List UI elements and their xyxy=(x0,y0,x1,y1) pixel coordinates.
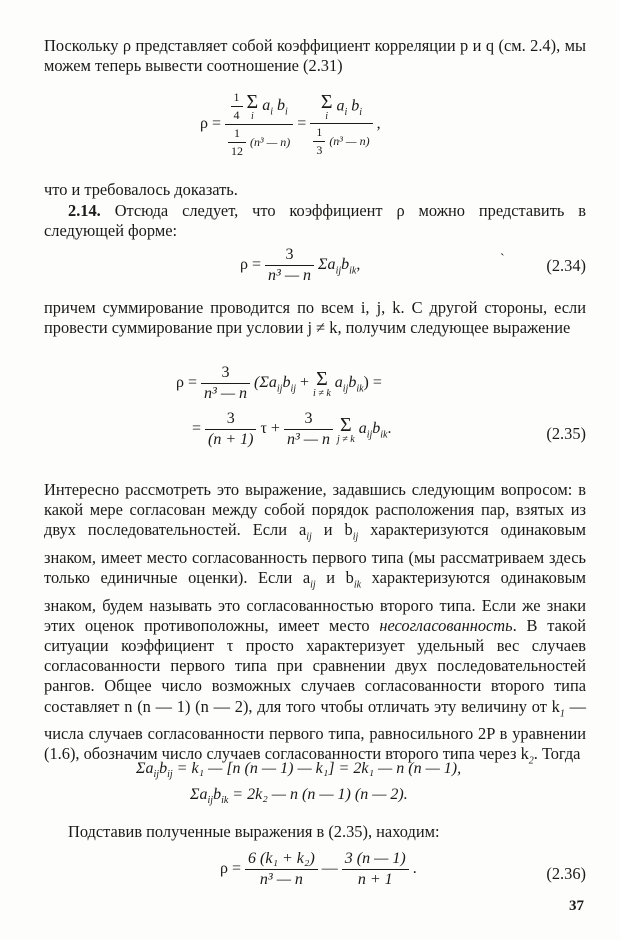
eqk2-b: b xyxy=(213,786,222,803)
eq235-sub-ij-2: ij xyxy=(290,383,297,395)
equation-2-35-line-1: ρ = $\frac{3}{\text{n³ — n}}$ ($\Sigma a_{ij}b_{ij}$ + Σ i ≠ k $a_{ij}b_{ik}$) = xyxy=(176,364,382,402)
eq236-fraction-1 xyxy=(245,850,318,889)
p5-part-5: характеризуются одинаковым знаком, будем называть это согласованностью второго типа. Если же знаки этих оценок противоположны, имеет место xyxy=(44,568,586,635)
eq231-sum-index: i xyxy=(250,110,254,122)
eq234-sub-ij: ij xyxy=(335,265,342,277)
p5-sub-ij: ij xyxy=(306,531,312,543)
eq235-fraction-3 xyxy=(284,410,333,449)
eq236-period: . xyxy=(412,860,417,878)
paragraph-4 xyxy=(44,298,586,338)
eq231-den-expr: (n³ — n) xyxy=(250,135,291,150)
paragraph-1 xyxy=(44,36,586,76)
eq235-sub-ij: ij xyxy=(276,383,283,395)
eq235-b: b xyxy=(282,374,291,392)
eq235-fraction-2 xyxy=(205,410,256,449)
eq231-lhs: ρ = xyxy=(200,115,222,133)
eq235-sub-ij-4: ij xyxy=(366,429,373,441)
eq234-lhs: ρ = xyxy=(240,256,262,274)
eq234-sub-ik: ik xyxy=(349,265,357,277)
eq235-den-2: (n + 1) xyxy=(208,431,254,448)
eqk2-sum: Σa xyxy=(190,786,208,803)
page-number: 37 xyxy=(569,898,584,914)
eq235-sub-ij-3: ij xyxy=(342,383,349,395)
eq235-equals-2: = xyxy=(192,420,202,438)
eqk2-rhs: = 2k₂ — n (n — 1) (n — 2). xyxy=(232,786,408,803)
eq231-twelfth-num: 1 xyxy=(228,126,246,143)
p5-part-2: и b xyxy=(311,520,353,540)
eq235-b2: b xyxy=(348,374,357,392)
eq234-comma: , xyxy=(356,256,361,274)
p5-k1: 1 xyxy=(559,707,565,719)
eq234-fraction xyxy=(265,246,314,285)
eq235-sub-ik: ik xyxy=(356,383,364,395)
eq235-sum-cond: i ≠ k xyxy=(313,387,331,399)
paragraph-2-text: что и требовалось доказать. xyxy=(44,180,238,199)
p5-part-7: — числа случаев согласованности первого типа, равносильного 2P в уравнении (1.6), обозначим число случаев согласованности второго типа через k xyxy=(44,696,586,764)
eq236-label: (2.36) xyxy=(546,864,586,883)
eq236-fraction-2 xyxy=(342,850,409,889)
paragraph-3 xyxy=(44,201,586,241)
eq235-sum-cond-2: j ≠ k xyxy=(336,433,355,445)
eq231-term-a: a xyxy=(262,97,271,115)
eq234-num: 3 xyxy=(265,246,314,266)
eqk1-bsub: ij xyxy=(167,769,173,781)
p5-part-8: . Тогда xyxy=(533,744,581,764)
equation-2-34 xyxy=(240,246,360,285)
equation-2-35-line-2: = $\frac{3}{(n + 1)}$ τ + $\frac{3}{\text{n³ — n}}$ Σ j ≠ k $a_{ij}b_{ik}$. xyxy=(192,410,392,448)
eq231-term-b: b xyxy=(276,97,285,115)
eq231-right-den-expr: (n³ — n) xyxy=(329,133,370,148)
eq234-label: (2.34) xyxy=(546,256,586,275)
stray-mark: ˋ xyxy=(500,252,505,267)
eq235-den-1: n³ — n xyxy=(204,385,248,402)
eq236-num-2: 3 (n — 1) xyxy=(342,850,409,870)
eq235-sub-ik-2: ik xyxy=(380,429,388,441)
eq231-fraction-right: Σ i $a_i$ $b_i$ $\frac{1}{3}$ (n³ — n) xyxy=(310,92,372,158)
eq236-minus: — xyxy=(321,860,338,878)
equation-k1 xyxy=(136,760,461,780)
equation-k2 xyxy=(190,786,408,806)
eq231-comma: , xyxy=(376,115,381,133)
paragraph-5: Интересно рассмотреть это выражение, задавшись следующим вопросом: в какой мере согласован между собой порядок расположения пар, взятых из двух последовательностей. Если $a_{ij}$ и $b_{ij}$ характеризуются одинаковым знаком, имеет место согласованность первого типа (мы рассматриваем здесь только единичные оценки). Если $a_{ij}$ и $b_{ik}$ характеризуются одинаковым знаком, будем называть это согласованностью второго типа. Если же знаки этих оценок противоположны, имеет место несогласованность. В такой ситуации коэффициент τ просто характеризует удельный вес случаев согласованности первого типа при сравнении двух последовательностей рангов. Общее число возможных случаев согласованности второго типа составляет n (n — 1) (n — 2), для того чтобы отличать эту величину от $k_1$ — числа случаев согласованности первого типа, равносильного 2P в уравнении (1.6), обозначим число случаев согласованности второго типа через $k_2$. Тогда xyxy=(44,480,586,767)
eq235-den-3: n³ — n xyxy=(286,431,330,448)
eq234-sum-a: Σa xyxy=(318,256,336,274)
eq235-num-1: 3 xyxy=(201,364,250,384)
eqk2-bsub: ik xyxy=(221,795,229,807)
p5-part-3: характеризуются одинаковым знаком, имеет место согласованность первого типа (мы рассматриваем здесь только единичные оценки). Если a xyxy=(44,520,586,588)
eq235-tau: τ + xyxy=(260,420,280,438)
eq235-plus: + xyxy=(300,374,310,392)
eq235-label: (2.35) xyxy=(546,424,586,443)
eq235-close: ) = xyxy=(363,374,382,392)
eq231-quarter-den: 4 xyxy=(233,108,240,122)
eq235-num-3: 3 xyxy=(284,410,333,430)
paragraph-2 xyxy=(44,180,586,200)
eq231-sub-i: i xyxy=(270,106,273,118)
paragraph-4-text: причем суммирование проводится по всем i, j, k. С другой стороны, если провести суммирование при условии j ≠ k, получим следующее выражение xyxy=(44,298,586,338)
eq236-lhs: ρ = xyxy=(220,860,242,878)
p5-sub-ik: ik xyxy=(353,579,362,591)
p5-part-6: . В такой ситуации коэффициент τ просто характеризует удельный вес случаев согласованности первого типа при сравнении двух последовательностей рангов. Общее число возможных случаев согласованности второго типа составляет n (n — 1) (n — 2), для того чтобы отличать эту величину от k xyxy=(44,615,586,716)
equation-2-36 xyxy=(220,850,417,889)
eq231-fraction-left: $\frac{1}{4}$ Σ i $a_i$ $b_i$ $\frac{1}{12}$ (n³ — n) xyxy=(225,90,293,159)
eq234-den: n³ — n xyxy=(268,267,312,284)
paragraph-6 xyxy=(44,822,586,842)
eq235-open-sum: (Σa xyxy=(254,374,277,392)
eqk1-sum: Σa xyxy=(136,760,154,777)
eq234-b: b xyxy=(341,256,350,274)
eq236-den-2: n + 1 xyxy=(357,871,393,888)
section-number: 2.14. xyxy=(68,201,101,220)
eq235-fraction-1 xyxy=(201,364,250,403)
eqk1-sub: ij xyxy=(153,769,160,781)
eq235-b3: b xyxy=(372,420,381,438)
p5-k2: 2 xyxy=(528,755,534,767)
eq231-twelfth-den: 12 xyxy=(231,144,244,158)
eq231-third-num: 1 xyxy=(313,125,325,142)
eq235-a2: a xyxy=(334,374,343,392)
eq236-num-1: 6 (k₁ + k₂) xyxy=(245,850,318,870)
eq236-den-1: n³ — n xyxy=(259,871,303,888)
eqk1-rhs: = k₁ — [n (n — 1) — k₁] = 2k₁ — n (n — 1), xyxy=(176,760,462,777)
eq231-sub-i2: i xyxy=(284,106,288,118)
paragraph-6-text: Подставив полученные выражения в (2.35), находим: xyxy=(68,822,440,841)
eq231-third-den: 3 xyxy=(316,142,323,157)
paragraph-3-text: Отсюда следует, что коэффициент ρ можно представить в следующей форме: xyxy=(44,201,586,241)
eqk2-sub: ij xyxy=(207,795,214,807)
equation-2-31 xyxy=(200,90,381,159)
eq235-period: . xyxy=(387,420,392,438)
eq231-equals: = xyxy=(297,115,307,133)
p5-part-1: Интересно рассмотреть это выражение, задавшись следующим вопросом: в какой мере согласован между собой порядок расположения пар, взятых из двух последовательностей. Если a xyxy=(44,480,586,540)
eq231-right-term-a: a xyxy=(336,97,345,115)
p5-part-4: и b xyxy=(315,568,354,588)
paragraph-1-text: Поскольку ρ представляет собой коэффициент корреляции p и q (см. 2.4), мы можем теперь вывести соотношение (2.31) xyxy=(44,36,586,76)
eq231-quarter-num: 1 xyxy=(231,90,243,107)
eq235-a3: a xyxy=(358,420,367,438)
p5-emphasis: несогласованность xyxy=(379,615,513,635)
eqk1-b: b xyxy=(159,760,168,777)
eq235-lhs: ρ = xyxy=(176,374,198,392)
eq235-num-2: 3 xyxy=(205,410,256,430)
